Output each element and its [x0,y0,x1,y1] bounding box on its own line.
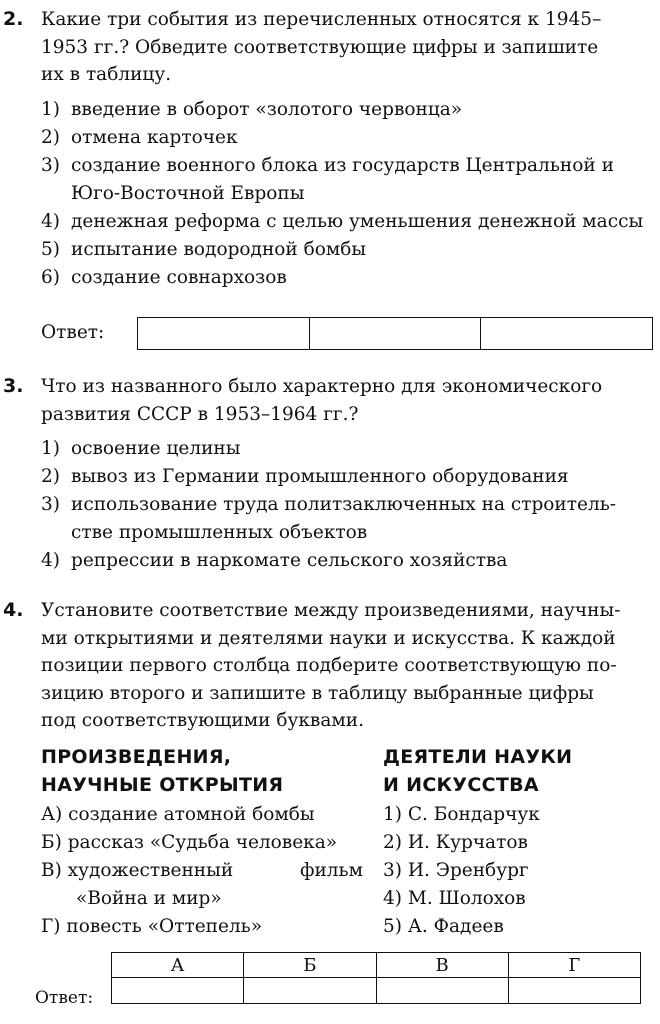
left-column-header: ПРОИЗВЕДЕНИЯ, НАУЧНЫЕ ОТКРЫТИЯ [41,746,284,796]
table-header-a: А [112,953,244,978]
stem-line: под соответствующими буквами. [41,710,364,731]
right-item-3: 3) И. Эренбург [383,860,529,881]
question-stem [41,6,655,89]
left-item-a: А) создание атомной бомбы [41,804,315,825]
option-3-continuation: Юго-Восточной Европы [71,183,305,204]
left-item-v: В) художественный фильм [41,860,363,881]
stem-line: позиции первого столбца подберите соответствующую по- [41,655,617,676]
option-3-continuation: стве промышленных объектов [71,522,368,543]
option-3[interactable]: 3) использование труда политзаключенных на строитель- [41,494,617,515]
question-number: 4. [3,599,24,621]
answer-cell-2[interactable] [309,318,481,350]
right-column-header: ДЕЯТЕЛИ НАУКИ И ИСКУССТВА [383,746,573,796]
question-number: 2. [3,8,24,30]
table-header-b: Б [244,953,376,978]
left-item-b: Б) рассказ «Судьба человека» [41,832,338,853]
table-header-v: В [376,953,508,978]
stem-line: развития СССР в 1953–1964 гг.? [41,403,359,425]
stem-line: Что из названного было характерно для экономического [41,376,603,397]
option-4[interactable]: 4) денежная реформа с целью уменьшения денежной массы [41,211,644,232]
answer-label: Ответ: [35,988,94,1008]
stem-line: зицию второго и запишите в таблицу выбранные цифры [41,682,594,704]
left-item-v-continuation: «Война и мир» [76,888,222,909]
question-stem [41,373,655,428]
stem-line: Какие три события из перечисленных относятся к 1945– [41,9,602,30]
left-item-g: Г) повесть «Оттепель» [41,916,263,937]
answer-cell-g[interactable] [508,978,640,1004]
option-3[interactable]: 3) создание военного блока из государств Центральной и [41,155,614,176]
answer-label: Ответ: [41,322,105,343]
table-header-g: Г [508,953,640,978]
option-6[interactable]: 6) создание совнархозов [41,267,287,288]
option-5[interactable]: 5) испытание водородной бомбы [41,239,367,260]
question-stem [41,597,655,735]
stem-line: их в таблицу. [41,64,172,85]
answer-cell-1[interactable] [138,318,310,350]
question-number: 3. [3,375,24,397]
option-2[interactable]: 2) отмена карточек [41,127,238,148]
answer-cell-b[interactable] [244,978,376,1004]
stem-line: Установите соответствие между произведениями, научны- [41,600,621,621]
option-1[interactable]: 1) введение в оборот «золотого червонца» [41,99,463,120]
right-item-1: 1) С. Бондарчук [383,804,540,825]
stem-line: ми открытиями и деятелями науки и искусства. К каждой [41,627,616,649]
right-item-2: 2) И. Курчатов [383,832,528,853]
option-4[interactable]: 4) репрессии в наркомате сельского хозяйства [41,550,508,571]
option-2[interactable]: 2) вывоз из Германии промышленного оборудования [41,466,569,487]
answer-cell-a[interactable] [112,978,244,1004]
answer-table [137,317,653,350]
answer-cell-v[interactable] [376,978,508,1004]
right-item-5: 5) А. Фадеев [383,916,504,937]
stem-line: 1953 гг.? Обведите соответствующие цифры и запишите [41,36,599,58]
option-1[interactable]: 1) освоение целины [41,438,241,459]
answer-table [111,952,641,1004]
right-item-4: 4) М. Шолохов [383,888,526,909]
answer-cell-3[interactable] [481,318,653,350]
